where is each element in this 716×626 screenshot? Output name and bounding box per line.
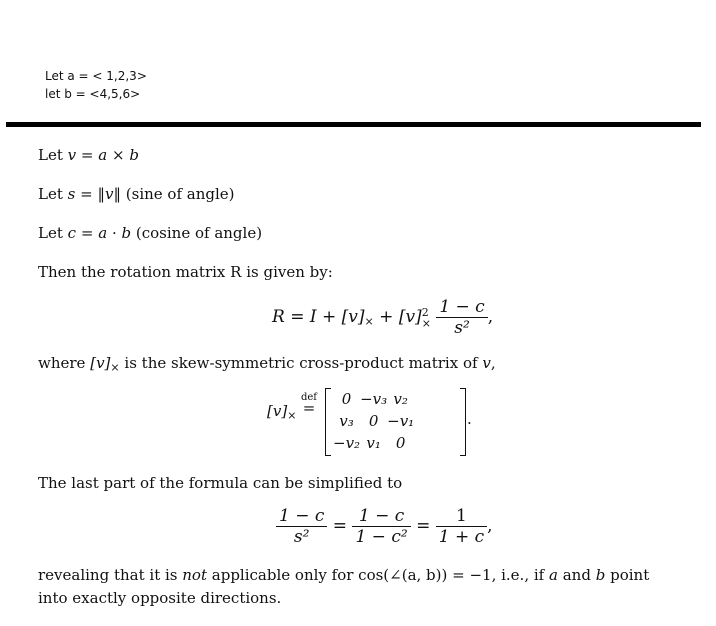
matrix-row: 0 −v₃ v₂ bbox=[341, 390, 408, 408]
matrix-row: −v₂ v₁ 0 bbox=[333, 434, 406, 452]
para-revealing: revealing that it is not applicable only for cos(∠(a, b)) = −1, i.e., if a and b point into exactly opposite directions. bbox=[38, 566, 650, 607]
left-bracket bbox=[325, 388, 331, 456]
para-last-part: The last part of the formula can be simplified to bbox=[38, 474, 403, 492]
rotation-formula: $R = I + [v]_\times + [v]$ 2 × $\frac{1 - c}{\text{s²}}$ , bbox=[272, 297, 494, 338]
matrix-period: . bbox=[467, 410, 472, 428]
note-line-b: let b = <4,5,6> bbox=[45, 87, 141, 101]
simplification-formula: $\frac{1 - c}{\text{s²}}$ = $\frac{1 - c}{\text{1 − c²}}$ = $\frac{1}{1 + c}$ , bbox=[276, 506, 493, 547]
matrix-row: v₃ 0 −v₁ bbox=[339, 412, 415, 430]
right-bracket bbox=[460, 388, 466, 456]
para-define-s: Let s = ‖v‖ (sine of angle) bbox=[38, 185, 235, 203]
fraction-1mc-over-s2: $\frac{1 - c}{\text{s²}}$ bbox=[436, 297, 487, 338]
divider bbox=[6, 122, 701, 127]
def-equals: def = bbox=[300, 392, 318, 417]
matrix-table bbox=[333, 388, 414, 454]
matrix-lhs: $[v]_\times$ bbox=[267, 402, 297, 422]
para-then: Then the rotation matrix R is given by: bbox=[38, 263, 333, 281]
para-define-v: Let v = a × b bbox=[38, 146, 139, 164]
para-define-c: Let c = a · b (cosine of angle) bbox=[38, 224, 263, 242]
para-where: where $[v]_\times$ is the skew-symmetric cross-product matrix of v, bbox=[38, 354, 496, 374]
note-line-a: Let a = < 1,2,3> bbox=[45, 69, 147, 83]
top-note bbox=[45, 67, 147, 103]
